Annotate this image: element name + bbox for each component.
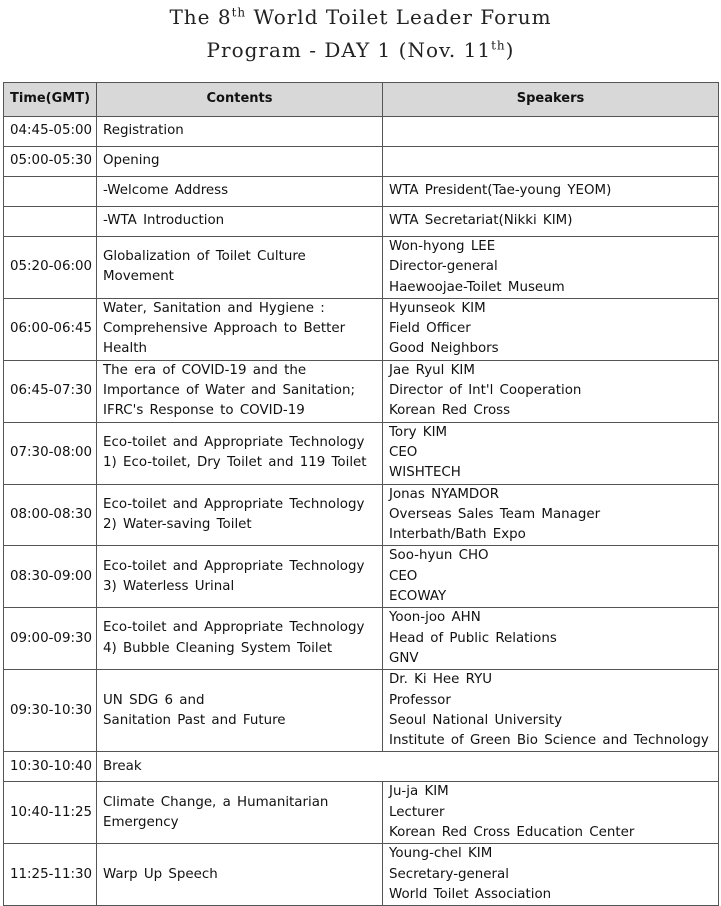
time-cell: 11:25-11:30 <box>4 844 97 906</box>
contents-line: Comprehensive Approach to Better <box>103 321 346 337</box>
time-cell: 06:00-06:45 <box>4 298 97 360</box>
speakers-cell <box>383 207 719 237</box>
time-cell: 07:30-08:00 <box>4 422 97 484</box>
contents-cell <box>97 147 383 177</box>
table-row <box>4 237 719 299</box>
contents-line: Eco-toilet and Appropriate Technology <box>103 558 365 574</box>
contents-cell <box>97 298 383 360</box>
speaker-line: Jonas NYAMDOR <box>389 486 500 502</box>
speaker-line: Korean Red Cross <box>389 403 511 419</box>
time-cell: 08:30-09:00 <box>4 546 97 608</box>
table-row <box>4 782 719 844</box>
table-row <box>4 207 719 237</box>
speaker-line: Young-chel KIM <box>389 846 493 862</box>
speaker-line: Overseas Sales Team Manager <box>389 506 601 522</box>
speaker-line: Soo-hyun CHO <box>389 548 489 564</box>
time-cell: 08:00-08:30 <box>4 484 97 546</box>
table-row <box>4 546 719 608</box>
speaker-line: Head of Public Relations <box>389 630 557 646</box>
contents-cell <box>97 484 383 546</box>
contents-cell <box>97 237 383 299</box>
table-row <box>4 147 719 177</box>
speakers-cell <box>383 484 719 546</box>
speaker-line: Yoon-joo AHN <box>389 610 481 626</box>
speaker-line: Dr. Ki Hee RYU <box>389 672 493 688</box>
speaker-line: WTA President(Tae-young YEOM) <box>389 183 612 199</box>
contents-line: UN SDG 6 and <box>103 692 205 708</box>
header-contents: Contents <box>97 83 383 117</box>
program-subtitle-close: ) <box>505 38 515 62</box>
speaker-line: Korean Red Cross Education Center <box>389 825 635 841</box>
program-subtitle <box>0 38 721 62</box>
speakers-cell <box>383 608 719 670</box>
time-cell <box>4 207 97 237</box>
contents-line: Health <box>103 341 147 357</box>
program-subtitle-text: Program - DAY 1 (Nov. 11 <box>206 38 492 62</box>
program-subtitle-ordinal: th <box>491 38 506 53</box>
speakers-cell <box>383 117 719 147</box>
table-header-row <box>4 83 719 117</box>
speaker-line: Good Neighbors <box>389 341 499 357</box>
contents-line: Break <box>103 758 142 774</box>
header-time: Time(GMT) <box>4 83 97 117</box>
time-cell: 09:00-09:30 <box>4 608 97 670</box>
speaker-line: WTA Secretariat(Nikki KIM) <box>389 213 573 229</box>
speakers-cell <box>383 147 719 177</box>
speaker-line: Interbath/Bath Expo <box>389 527 526 543</box>
contents-line: Warp Up Speech <box>103 866 218 882</box>
contents-cell <box>97 844 383 906</box>
speaker-line: Won-hyong LEE <box>389 239 496 254</box>
speaker-line: Ju-ja KIM <box>389 784 449 800</box>
contents-line: Emergency <box>103 814 179 830</box>
contents-cell <box>97 360 383 422</box>
table-row <box>4 422 719 484</box>
time-cell: 06:45-07:30 <box>4 360 97 422</box>
table-row <box>4 608 719 670</box>
table-row <box>4 177 719 207</box>
speaker-line: Seoul National University <box>389 712 562 728</box>
speakers-cell <box>383 782 719 844</box>
contents-cell <box>97 117 383 147</box>
speakers-cell <box>383 546 719 608</box>
speaker-line: ECOWAY <box>389 589 447 605</box>
speaker-line: Secretary-general <box>389 866 509 882</box>
contents-line: -WTA Introduction <box>103 213 225 229</box>
speaker-line: Hyunseok KIM <box>389 300 486 316</box>
contents-line: 1) Eco-toilet, Dry Toilet and 119 Toilet <box>103 455 367 471</box>
forum-title <box>0 5 721 29</box>
contents-cell <box>97 608 383 670</box>
forum-title-text: The 8 <box>169 5 232 29</box>
header-speakers: Speakers <box>383 83 719 117</box>
contents-line: IFRC's Response to COVID-19 <box>103 403 305 419</box>
contents-line: The era of COVID-19 and the <box>103 362 307 378</box>
speakers-cell <box>383 670 719 752</box>
table-row <box>4 117 719 147</box>
table-row <box>4 752 719 782</box>
contents-line: 3) Waterless Urinal <box>103 578 235 594</box>
table-row <box>4 360 719 422</box>
contents-line: 4) Bubble Cleaning System Toilet <box>103 640 333 656</box>
program-body <box>4 117 719 906</box>
time-cell: 09:30-10:30 <box>4 670 97 752</box>
table-row <box>4 298 719 360</box>
contents-cell <box>97 422 383 484</box>
forum-title-ordinal: th <box>231 5 247 20</box>
time-cell: 10:40-11:25 <box>4 782 97 844</box>
speakers-cell <box>383 360 719 422</box>
table-row <box>4 484 719 546</box>
contents-line: Importance of Water and Sanitation; <box>103 383 355 399</box>
speaker-line: Professor <box>389 692 451 708</box>
speaker-line: WISHTECH <box>389 465 461 481</box>
time-cell: 05:20-06:00 <box>4 237 97 299</box>
contents-line: Climate Change, a Humanitarian <box>103 794 329 810</box>
program-table <box>3 82 719 906</box>
table-row <box>4 670 719 752</box>
speakers-cell <box>383 237 719 299</box>
speaker-line: Tory KIM <box>389 424 448 440</box>
speakers-cell <box>383 298 719 360</box>
contents-cell <box>97 207 383 237</box>
speaker-line: Lecturer <box>389 804 445 820</box>
forum-title-text-rest: World Toilet Leader Forum <box>246 5 552 29</box>
contents-cell <box>97 782 383 844</box>
contents-line: Globalization of Toilet Culture <box>103 249 306 265</box>
contents-line: Eco-toilet and Appropriate Technology <box>103 434 365 450</box>
contents-line: 2) Water-saving Toilet <box>103 517 252 532</box>
speakers-cell <box>383 177 719 207</box>
contents-cell <box>97 752 719 782</box>
time-cell <box>4 177 97 207</box>
contents-cell <box>97 546 383 608</box>
time-cell: 05:00-05:30 <box>4 147 97 177</box>
time-cell: 04:45-05:00 <box>4 117 97 147</box>
contents-line: Movement <box>103 269 174 285</box>
speaker-line: CEO <box>389 444 418 460</box>
speaker-line: Director-general <box>389 259 498 275</box>
table-row <box>4 844 719 906</box>
contents-line: Water, Sanitation and Hygiene : <box>103 300 325 316</box>
contents-line: -Welcome Address <box>103 183 229 199</box>
contents-cell <box>97 670 383 752</box>
time-cell: 10:30-10:40 <box>4 752 97 782</box>
speaker-line: World Toilet Association <box>389 886 552 902</box>
contents-line: Eco-toilet and Appropriate Technology <box>103 620 365 636</box>
speaker-line: CEO <box>389 568 418 584</box>
speaker-line: Institute of Green Bio Science and Technology <box>389 733 709 749</box>
contents-cell <box>97 177 383 207</box>
speakers-cell <box>383 422 719 484</box>
contents-line: Opening <box>103 153 160 169</box>
speaker-line: Director of Int'l Cooperation <box>389 383 582 399</box>
speakers-cell <box>383 844 719 906</box>
contents-line: Eco-toilet and Appropriate Technology <box>103 496 365 512</box>
speaker-line: GNV <box>389 650 419 666</box>
speaker-line: Jae Ryul KIM <box>389 362 475 378</box>
speaker-line: Field Officer <box>389 321 471 337</box>
contents-line: Registration <box>103 123 184 139</box>
contents-line: Sanitation Past and Future <box>103 712 286 728</box>
speaker-line: Haewoojae-Toilet Museum <box>389 279 565 295</box>
